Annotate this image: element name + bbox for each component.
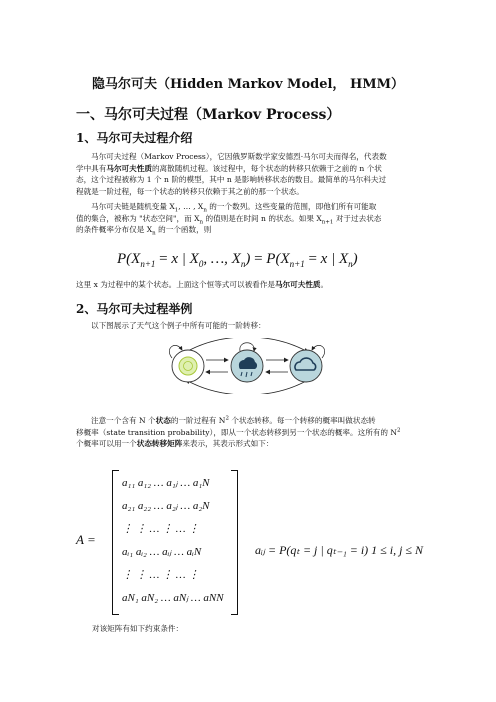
text-line: 程就是一阶过程，每一个状态的转移只依赖于其之前的那一个状态。 — [76, 186, 304, 196]
text-line: 个概率可以用一个状态转移矩阵来表示，其表示形式如下： — [76, 439, 274, 449]
transition-matrix — [112, 470, 238, 615]
paragraph-example-intro — [76, 320, 422, 332]
matrix-row: ⋮ ⋮ … ⋮ … ⋮ — [122, 569, 200, 581]
page-title: 隐马尔可夫（Hidden Markov Model， HMM） — [91, 77, 405, 92]
bold-term: 马尔可夫性质 — [274, 280, 321, 289]
matrix-row: a₂₁ a₂₂ … a₂ⱼ … a₂N — [122, 500, 210, 512]
sun-icon — [179, 357, 197, 375]
closing-line: 对该矩阵有如下约束条件： — [92, 624, 184, 633]
weather-transition-diagram — [162, 338, 332, 394]
paragraph-property — [76, 279, 422, 291]
state-cloud — [290, 345, 325, 382]
text-line: 马尔可夫链是随机变量 $X_1$, … , $X_n$ 的一个数列。这些变量的范围，即他们所有可能取 — [91, 202, 377, 214]
state-sun — [169, 345, 204, 382]
text-line: 移概率（state transition probability），即从一个状态转移到另一个状态的概率。这所有的 $N^2$ — [76, 427, 401, 437]
text-line: 值的集合，被称为 "状态空间"，而 $X_n$ 的值则是在时间 n 的状态。如果 $X_{n+1}$ 对于过去状态 — [76, 213, 382, 226]
text-line: 这里 x 为过程中的某个状态。上面这个恒等式可以被看作是马尔可夫性质。 — [76, 280, 329, 289]
text-line: 的条件概率分布仅是 $X_n$ 的一个函数，则 — [76, 225, 212, 237]
paragraph-transition — [76, 415, 422, 450]
bold-term: 马尔可夫性质 — [106, 163, 152, 173]
text-line: 以下图展示了天气这个例子中所有可能的一阶转移： — [91, 321, 266, 330]
text-line: 马尔可夫过程（Markov Process），它因俄罗斯数学家安德烈·马尔可夫而得名，代表数 — [91, 152, 387, 161]
bold-term: 状态 — [155, 416, 171, 425]
matrix-label: A = — [76, 532, 96, 547]
transition-matrix-block — [76, 470, 422, 615]
section-heading: 一、马尔可夫过程（Markov Process） — [76, 107, 341, 123]
markov-property-formula: $P(X_{n+1} = x$ | $X_0$, …, $X_n) = P(X_{n+1} = x$ | $X_n$) — [117, 251, 358, 269]
matrix-row: aᵢ₁ aᵢ₂ … aᵢⱼ … aᵢN — [122, 546, 202, 558]
matrix-row: a₁₁ a₁₂ … a₁ⱼ … a₁N — [122, 477, 210, 489]
paragraph-intro — [76, 151, 422, 197]
state-rain — [231, 343, 263, 382]
subsection-heading-example: 2、马尔可夫过程举例 — [76, 302, 193, 316]
bold-term: 状态转移矩阵 — [136, 439, 183, 449]
matrix-row: ⋮ ⋮ … ⋮ … ⋮ — [122, 523, 200, 535]
matrix-row: aN₁ aN₂ … aNⱼ … aNN — [122, 592, 224, 604]
text-line: 态，这个过程被称为 1 个 n 阶的模型，其中 n 是影响转移状态的数目。最简单的马尔科夫过 — [76, 175, 387, 185]
text-line: 注意一个含有 N 个状态的一阶过程有 $N^2$ 个状态转移。每一个转移的概率叫做状态转 — [91, 415, 376, 425]
paragraph-markov-chain — [76, 201, 422, 236]
subsection-heading-intro: 1、马尔可夫过程介绍 — [76, 131, 193, 145]
text-line: 学中具有马尔可夫性质的离散随机过程。该过程中，每个状态的转移只依赖于之前的 n 个状 — [76, 163, 382, 173]
aij-definition: aᵢⱼ = P(qₜ = j | qₜ₋₁ = i) 1 ≤ i, j ≤ N — [255, 543, 424, 557]
